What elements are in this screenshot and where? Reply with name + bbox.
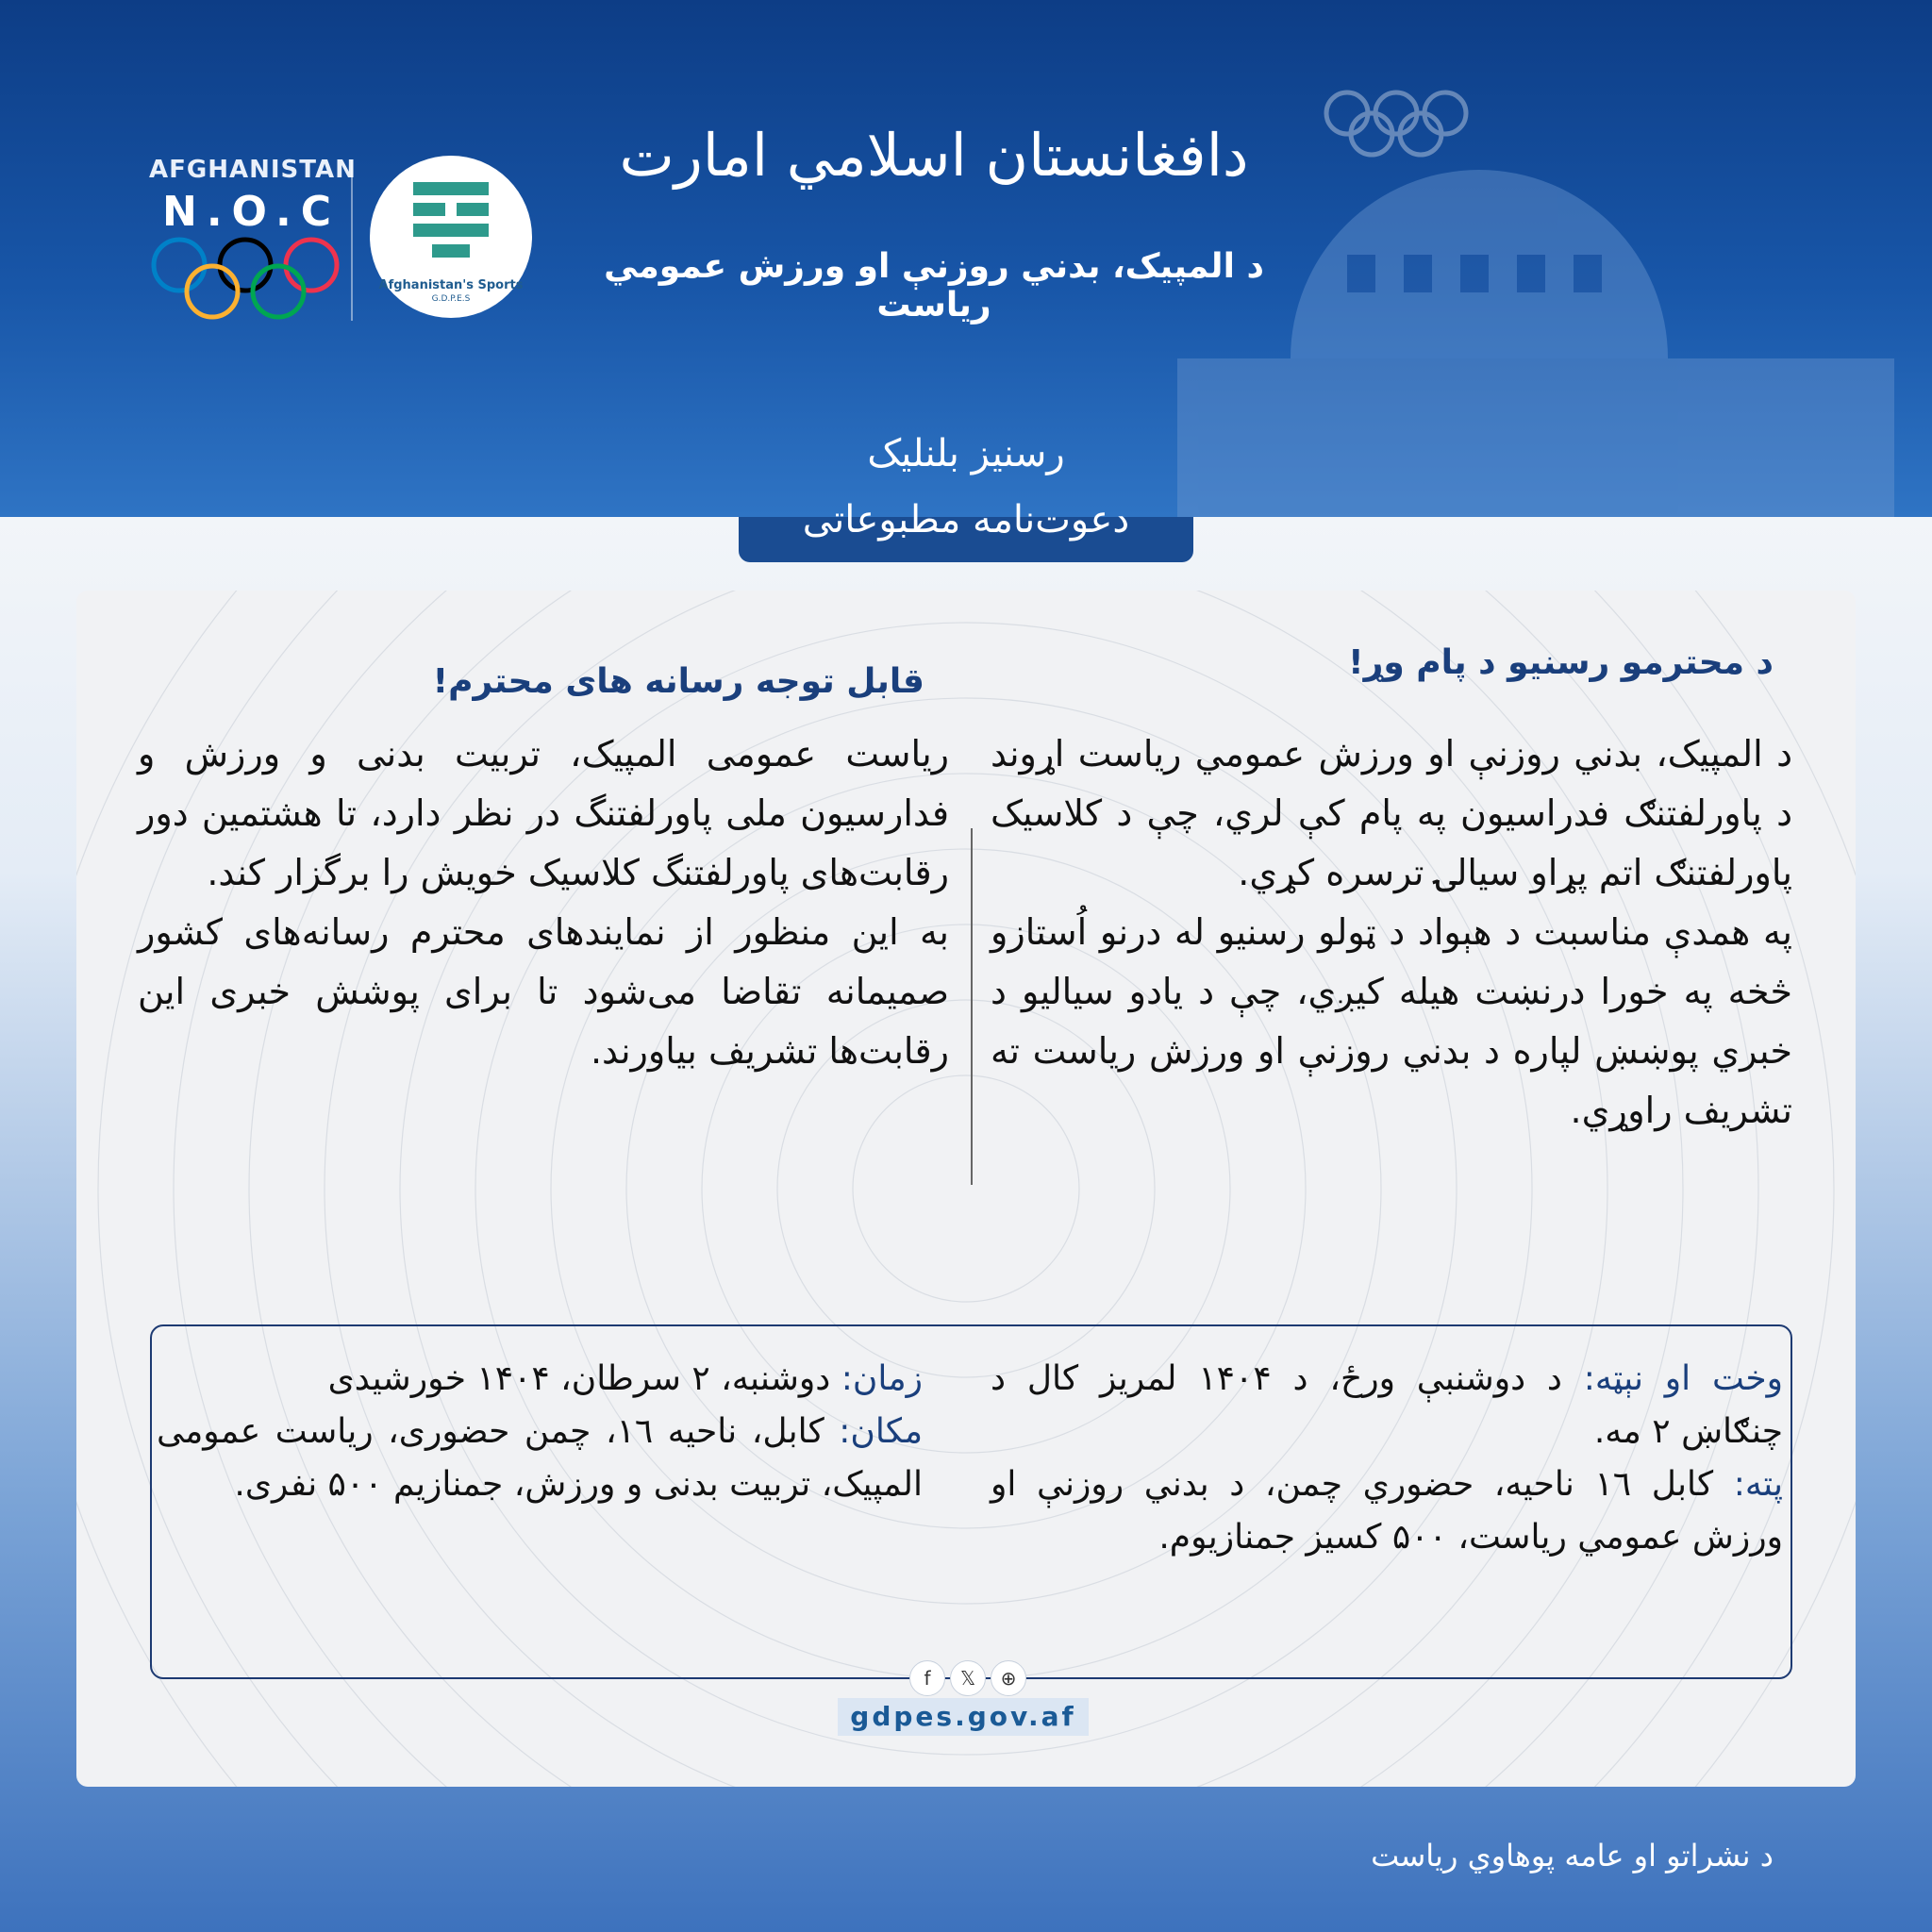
dari-heading: قابل توجه رسانه های محترم! [432, 662, 924, 701]
dari-time-label: زمان: [841, 1359, 923, 1398]
pashto-paragraph: د المپیک، بدني روزنې او ورزش عمومي ریاست اړوند د پاورلفتنګ فدراسیون په پام کې لري، چې د کلاسیک پاورلفتنګ اتم پړاو سیالۍ ترسره کړي. [991, 733, 1792, 893]
pashto-event-details [991, 1353, 1783, 1564]
noc-country: AFGHANISTAN [149, 156, 357, 184]
dari-place-value: کابل، ناحیه ۱٦، چمن حضوری، ریاست عمومی المپیک، تربیت بدنی و ورزش، جمنازیم ۵۰۰ نفری. [157, 1412, 923, 1504]
logo-divider [351, 160, 353, 321]
sports-logo-abbr: G.D.P.E.S [431, 294, 471, 304]
pashto-body [991, 724, 1792, 1141]
noc-abbr: N.O.C [162, 188, 341, 236]
gdpes-emblem-icon [404, 173, 498, 276]
pashto-place-label: پته: [1733, 1465, 1783, 1504]
facebook-icon[interactable]: f [909, 1660, 945, 1696]
olympic-building-image [1177, 113, 1894, 517]
sports-logo-caption: Afghanistan's Sports [378, 278, 524, 292]
dari-paragraph: ریاست عمومی المپیک، تربیت بدنی و ورزش و فدارسیون ملی پاورلفتنگ در نظر دارد، تا هشتمین دور رقابت‌های پاورلفتنگ کلاسیک خویش را برگزار کند. [138, 733, 949, 893]
olympic-rings-icon [1319, 85, 1479, 160]
globe-icon[interactable]: ⊕ [991, 1660, 1026, 1696]
pashto-time-label: وخت او نېټه: [1583, 1359, 1783, 1398]
pashto-heading: د محترمو رسنیو د پام وړ! [1348, 643, 1774, 682]
dari-time-value: دوشنبه، ۲ سرطان، ۱۴۰۴ خورشیدی [327, 1359, 831, 1398]
footer-department: د نشراتو او عامه پوهاوي ریاست [1371, 1838, 1774, 1874]
dari-place-label: مکان: [839, 1412, 923, 1451]
website-link[interactable]: gdpes.gov.af [838, 1698, 1089, 1736]
column-divider [971, 828, 973, 1185]
dari-event-details [157, 1353, 923, 1511]
pashto-paragraph: په همدې مناسبت د هېواد د ټولو رسنیو له درنو اُستازو څخه په خورا درنښت هیله کیږي، چې د یادو سیالیو د خبري پوښښ لپاره د بدني روزنې او ورزش ریاست ته تشریف راوړي. [991, 911, 1792, 1131]
pashto-time-value: د دوشنبې ورځ، د ۱۴۰۴ لمریز کال د چنګاښ ۲ مه. [991, 1359, 1783, 1451]
noc-olympic-rings-icon [149, 237, 347, 322]
dari-body [138, 724, 949, 1081]
emirate-title: دافغانستان اسلامي امارت [619, 121, 1249, 190]
header-banner [0, 0, 1932, 517]
department-title: د المپیک، بدني روزنې او ورزش عمومي ریاست [604, 247, 1264, 325]
press-release-pashto: رسنیز بلنلیک [867, 432, 1065, 475]
press-release-dari: دعوت‌نامه مطبوعاتی [802, 498, 1130, 541]
pashto-place-value: کابل ۱٦ ناحیه، حضوري چمن، د بدني روزنې او ورزش عمومي ریاست، ۵۰۰ کسیز جمنازیوم. [991, 1465, 1783, 1557]
afghanistan-sports-logo [370, 156, 532, 318]
x-twitter-icon[interactable]: 𝕏 [950, 1660, 986, 1696]
afghanistan-noc-logo [142, 156, 357, 325]
dari-paragraph: به این منظور از نمایندهای محترم رسانه‌های کشور صمیمانه تقاضا می‌شود تا برای پوشش خبری این رقابت‌ها تشریف بیاورند. [138, 911, 949, 1072]
social-links [906, 1660, 1028, 1694]
